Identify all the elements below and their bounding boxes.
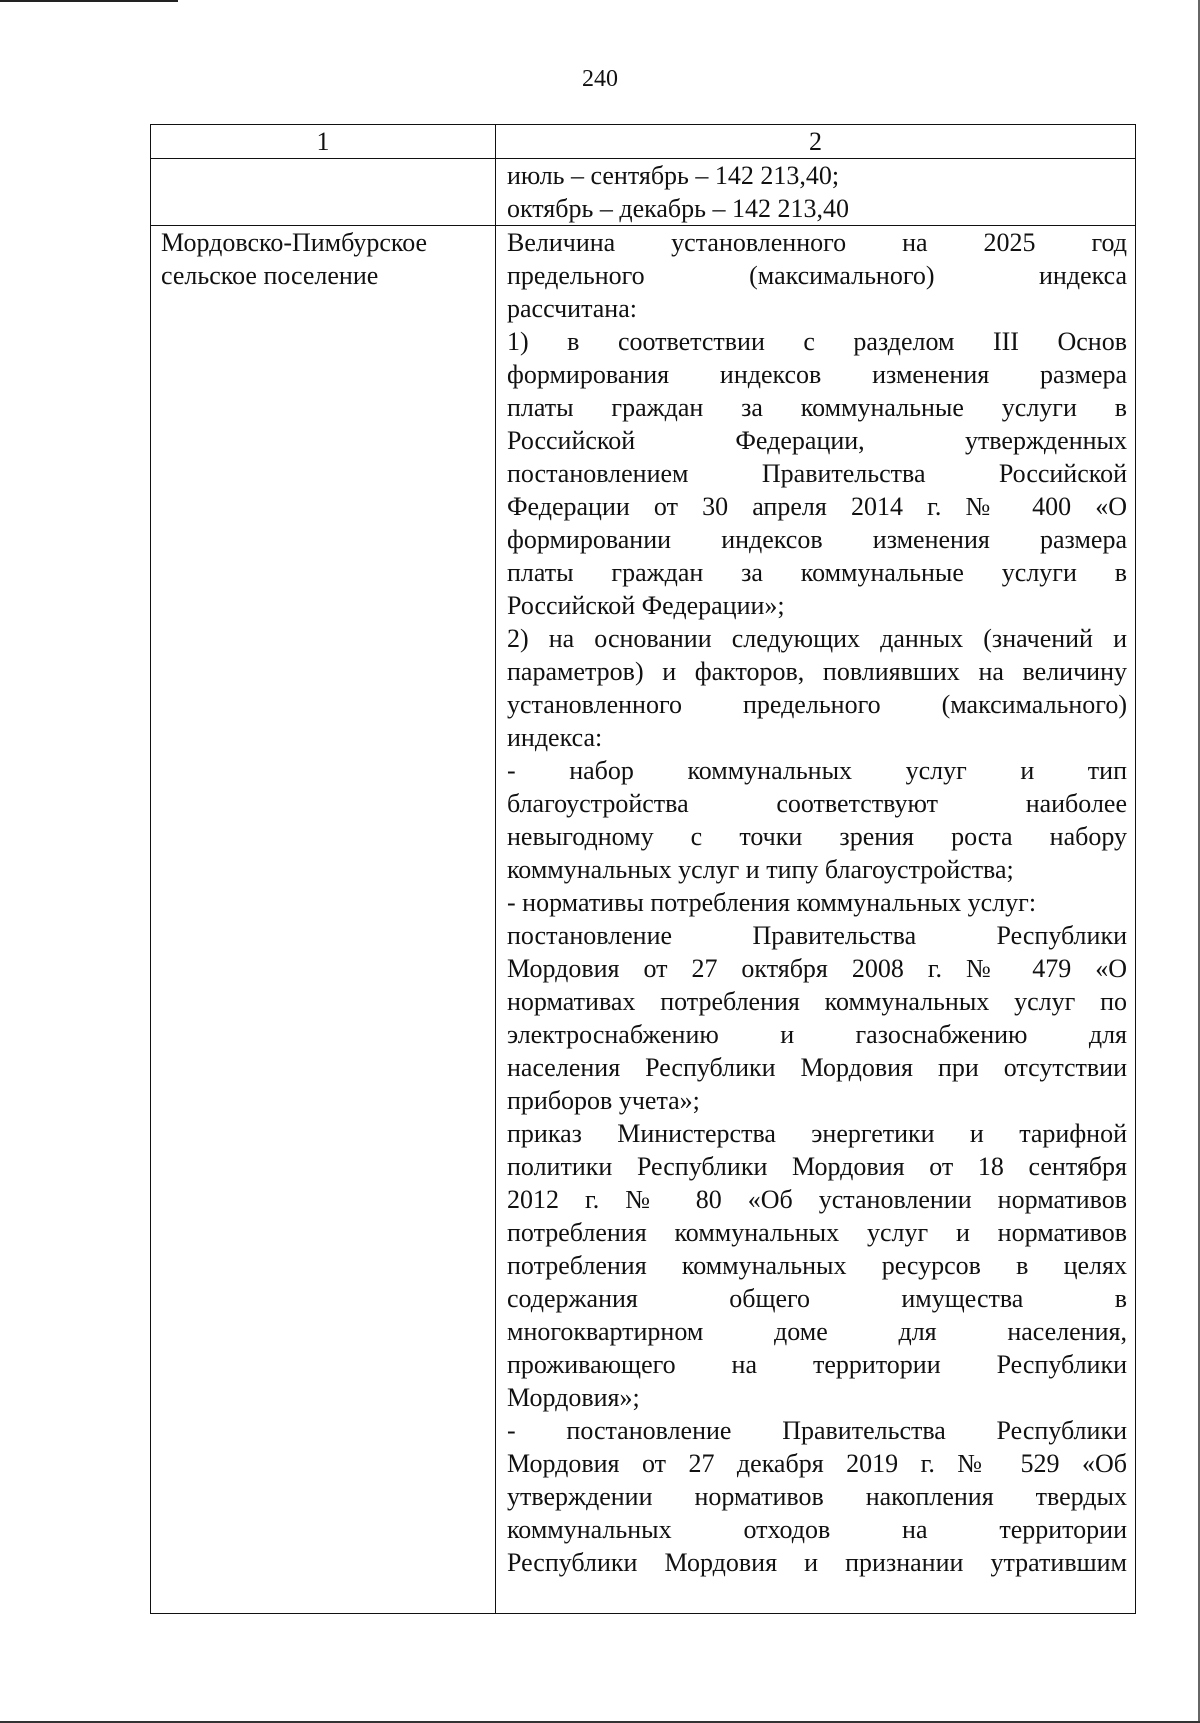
- text-line: приказ Министерства энергетики и тарифной: [507, 1119, 1127, 1148]
- text-line: - набор коммунальных услуг и тип: [507, 756, 1127, 785]
- text-line: многоквартирном доме для населения,: [507, 1317, 1127, 1346]
- text-line: нормативах потребления коммунальных услуг по: [507, 987, 1127, 1016]
- text-line: содержания общего имущества в: [507, 1284, 1127, 1313]
- scan-edge-top: [0, 0, 178, 2]
- text-line: Мордовия»;: [507, 1383, 640, 1412]
- text-line: - постановление Правительства Республики: [507, 1416, 1127, 1445]
- text-line: предельного (максимального) индекса: [507, 261, 1127, 290]
- text-line: проживающего на территории Республики: [507, 1350, 1127, 1379]
- text-line: платы граждан за коммунальные услуги в: [507, 393, 1127, 422]
- text-line: коммунальных отходов на территории: [507, 1515, 1127, 1544]
- text-line: Величина установленного на 2025 год: [507, 228, 1127, 257]
- table-header-row: [151, 125, 1136, 159]
- text-line: утверждении нормативов накопления твердых: [507, 1482, 1127, 1511]
- text-line: невыгодному с точки зрения роста набору: [507, 822, 1127, 851]
- municipality-name-cell: [151, 226, 496, 1614]
- row1-left-cell: [151, 159, 496, 226]
- table-row: [151, 226, 1136, 1614]
- table-row: [151, 159, 1136, 226]
- column-header-2: 2: [496, 125, 1136, 159]
- text-line: индекса:: [507, 723, 603, 752]
- municipality-name-line: Мордовско-Пимбурское: [161, 228, 428, 257]
- text-line: июль – сентябрь – 142 213,40;: [507, 161, 840, 190]
- row1-right-cell: [496, 159, 1136, 226]
- text-line: постановление Правительства Республики: [507, 921, 1127, 950]
- text-line: платы граждан за коммунальные услуги в: [507, 558, 1127, 587]
- page-number: 240: [582, 66, 618, 92]
- municipality-name-line: сельское поселение: [161, 261, 379, 290]
- text-line: населения Республики Мордовия при отсутствии: [507, 1053, 1127, 1082]
- text-line: Российской Федерации, утвержденных: [507, 426, 1127, 455]
- text-line: постановлением Правительства Российской: [507, 459, 1127, 488]
- text-line: политики Республики Мордовия от 18 сентября: [507, 1152, 1127, 1181]
- text-line: коммунальных услуг и типу благоустройства;: [507, 855, 1014, 884]
- text-line: 1) в соответствии с разделом III Основ: [507, 327, 1127, 356]
- text-line: 2) на основании следующих данных (значений и: [507, 624, 1127, 653]
- text-line: Российской Федерации»;: [507, 591, 785, 620]
- text-line: потребления коммунальных услуг и нормативов: [507, 1218, 1127, 1247]
- text-line: Мордовия от 27 декабря 2019 г. № 529 «Об: [507, 1449, 1127, 1478]
- document-table: [150, 124, 1136, 1614]
- text-line: - нормативы потребления коммунальных услуг:: [507, 888, 1037, 917]
- text-line: 2012 г. № 80 «Об установлении нормативов: [507, 1185, 1127, 1214]
- text-line: Федерации от 30 апреля 2014 г. № 400 «О: [507, 492, 1127, 521]
- index-description-cell: [496, 226, 1136, 1614]
- text-line: электроснабжению и газоснабжению для: [507, 1020, 1127, 1049]
- text-line: приборов учета»;: [507, 1086, 700, 1115]
- text-line: установленного предельного (максимального): [507, 690, 1127, 719]
- text-line: октябрь – декабрь – 142 213,40: [507, 194, 849, 223]
- text-line: потребления коммунальных ресурсов в целях: [507, 1251, 1127, 1280]
- text-line: Республики Мордовия и признании утратившим: [507, 1548, 1127, 1577]
- text-line: благоустройства соответствуют наиболее: [507, 789, 1127, 818]
- text-line: рассчитана:: [507, 294, 637, 323]
- column-header-1: 1: [151, 125, 496, 159]
- text-line: параметров) и факторов, повлиявших на величину: [507, 657, 1127, 686]
- text-line: формирования индексов изменения размера: [507, 360, 1127, 389]
- text-line: Мордовия от 27 октября 2008 г. № 479 «О: [507, 954, 1127, 983]
- text-line: формировании индексов изменения размера: [507, 525, 1127, 554]
